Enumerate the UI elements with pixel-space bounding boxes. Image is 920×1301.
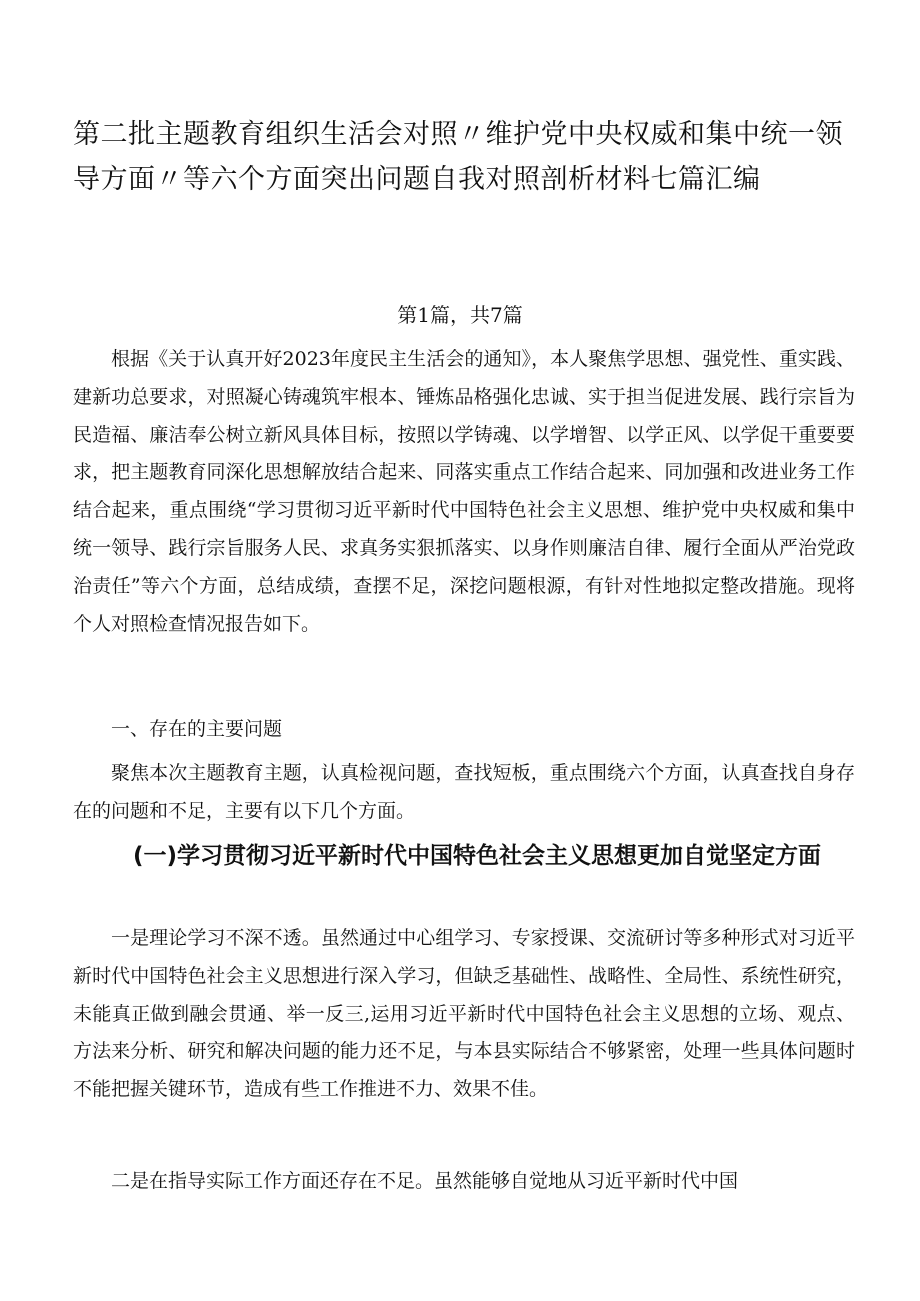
body-paragraph-1: 一是理论学习不深不透。虽然通过中心组学习、专家授课、交流研讨等多种形式对习近平新时代中国特色社会主义思想进行深入学习，但缺乏基础性、战略性、全局性、系统性研究，未能真正做到融会贯通、举一反三,运用习近平新时代中国特色社会主义思想的立场、观点、方法来分析、研究和解决问题的能力还不足，与本县实际结合不够紧密，处理一些具体问题时不能把握关键环节，造成有些工作推进不力、效果不佳。: [73, 927, 855, 1101]
body-paragraph-2: 二是在指导实际工作方面还存在不足。虽然能够自觉地从习近平新时代中国: [111, 1170, 739, 1192]
intro-paragraph: 根据《关于认真开好2023年度民主生活会的通知》，本人聚焦学思想、强党性、重实践、建新功总要求，对照凝心铸魂筑牢根本、锤炼品格强化忠诚、实于担当促进发展、践行宗旨为民造福、廉洁奉公树立新风具体目标，按照以学铸魂、以学增智、以学正风、以学促干重要要求，把主题教育同深化思想解放结合起来、同落实重点工作结合起来、同加强和改进业务工作结合起来，重点围绕“学习贯彻习近平新时代中国特色社会主义思想、维护党中央权威和集中统一领导、践行宗旨服务人民、求真务实狠抓落实、以身作则廉洁自律、履行全面从严治党政治责任”等六个方面，总结成绩，查摆不足，深挖问题根源，有针对性地拟定整改措施。现将个人对照检查情况报告如下。: [73, 348, 855, 635]
document-title: 第二批主题教育组织生活会对照〃维护党中央权威和集中统一领导方面〃等六个方面突出问题自我对照剖析材料七篇汇编: [73, 119, 843, 195]
document-subtitle: 第1篇，共7篇: [397, 303, 523, 327]
subsection-heading: [73, 836, 863, 876]
section-paragraph: 聚焦本次主题教育主题，认真检视问题，查找短板，重点围绕六个方面，认真查找自身存在的问题和不足，主要有以下几个方面。: [73, 762, 855, 822]
section-heading: 一、存在的主要问题: [111, 718, 283, 740]
subsection-heading-text: (一)学习贯彻习近平新时代中国特色社会主义思想更加自觉坚定方面: [133, 843, 822, 869]
